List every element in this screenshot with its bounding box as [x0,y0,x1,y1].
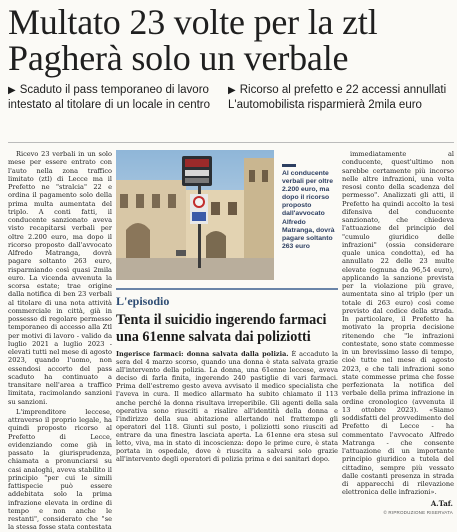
bullet-icon: ▶ [8,85,16,96]
headline-line-1: Multato 23 volte per la ztl [8,2,378,42]
subhead-right [228,83,454,113]
sidebar-box [116,288,338,508]
headline [8,4,454,76]
subhead-right-text: Ricorso al prefetto e 22 accessi annullati L'automobilista risparmierà 2mila euro [228,84,447,111]
copyright-note: © RIPRODUZIONE RISERVATA [383,510,453,515]
headline-line-2: Pagherà solo un verbale [8,38,349,78]
box-body [116,350,338,463]
divider [8,142,454,143]
box-kicker: L'episodio [116,294,170,308]
author-signature: A.Taf. [430,499,453,508]
photo-illustration [116,150,274,280]
subhead-left [8,83,223,113]
box-paragraph [116,350,338,463]
box-text: È accaduto la sera del 4 marzo scorso, quando una donna è stata salvata grazie all'intervento della polizia. La donna, una 61enne leccese, aveva deciso di farla finita, ingerendo 240 pastiglie di vari farmaci. Prima dell'estremo gesto aveva avvisato il medico specialista che l'aveva in cura. Il medico allarmato ha subito chiamato il 113 anche perché la donna risultava irreperibile. Gli agenti della sala operativa sono riusciti a risalire all'identità della donna e l'indirizzo della sua abitazione allertando nel frattempo gli operatori del 118. Giunti sul posto, i poliziotti sono riusciti ad entrare da una finestra lasciata aperta. La 61enne era stesa sul letto, viva, ma in stato di incoscienza: dopo le prime cure, è stata portata in ospedale, dove è riuscita a salvarsi solo grazie all'intervento degli operatori di polizia prima e dei sanitari dopo. [116,350,338,464]
bullet-icon: ▶ [228,85,236,96]
box-title: Tenta il suicidio ingerendo farmaci una 61enne salvata dai poliziotti [116,312,327,345]
paragraph: L'imprenditore leccese, attraverso il proprio legale, ha quindi proposto ricorso al Prefetto di Lecce, evidenziando come già in passato la giurisprudenza, chiamata a pronunciarsi su casi analoghi, aveva stabilito il principio "per cui le simili fattispecie può essere addebitata solo la prima infrazione elevata in ordine di tempo e non anche le restanti", considerato che "se la stessa fosse stata contestata [8,407,112,532]
caption-marker [282,164,296,167]
photo-caption: Al conducente verbali per oltre 2.200 euro, ma dopo il ricorso proposto dall'avvocato Alfredo Matranga, dovrà pagare soltanto 263 euro [282,170,335,250]
subhead-left-text: Scaduto il pass temporaneo di lavoro intestato al titolare di un locale in centro [8,84,211,111]
article-column-3 [342,150,454,497]
paragraph: Ricevo 23 verbali in un solo mese per essere entrato con l'auto nella zona traffico limitato (ztl) di Lecce ma il Prefetto ne "stralcia" 22 e ordina il pagamento solo della prima multa aumentata del triplo. A conti fatti, il conducente sanzionato aveva visto recapitarsi verbali per oltre 2.200 euro, ma dopo il ricorso proposto dall'avvocato Alfredo Matranga, dovrà pagare soltanto 263 euro, risparmiando così quasi 2mila euro. La vicenda avvenuta la scorsa estate; trae origine dalla notifica di ben 23 verbali al titolare di una nota attività commerciale in città, già in possesso di regolare permesso temporaneo di accesso alla Ztl per motivi di lavoro - valido da luglio 2021 a luglio 2023 - elevati tutti nel mese di agosto 2023, quando l'uomo, non essendosi accorto del pass scaduto ha continuato a transitare nell'area a traffico limitata, racimolando sanzioni su sanzioni. [8,150,112,406]
box-lead: Ingerisce farmaci: donna salvata dalla polizia. [116,350,289,358]
paragraph: immediatamente al conducente, quest'ultimo non sarebbe certamente più incorso nelle altre infrazioni, una volta resosi conto della scadenza del permesso". Analizzati gli atti, il Prefetto ha quindi accolto la tesi difensiva del conducente sanzionato, che chiedeva l'attuazione del principio del "cumulo giuridico delle infrazioni" (ossia considerare quale unica condotta), ed ha annullato 22 delle 23 multe elevate (ognuna da 96,54 euro), applicando la sanzione prevista per la violazione più grave, aumentata sino al triplo (per un totale di 263 euro) così come previsto dal codice della strada. In particolare, il Prefetto ha motivato la propria decisione ritenendo che "le infrazioni contestate, sono state commesse in un brevissimo lasso di tempo, cioè tutte nel mese di agosto 2023, e che tali infrazioni sono state commesse prima che fosse perfezionata la notifica del verbale della prima infrazione in ordine cronologico (avvenuta il 13 ottobre 2023). «Siamo soddisfatti del provvedimento del Prefetto di Lecce - ha commentato l'avvocato Alfredo Matranga - che consente l'attuazione di un importante principio giuridico a tutela del cittadino, sempre più vessato dalle costanti presenza in strada di apparecchi di rilevazione elettronica delle infrazioni». [342,150,454,497]
article-column-1 [8,150,112,532]
street-photo [116,150,274,280]
